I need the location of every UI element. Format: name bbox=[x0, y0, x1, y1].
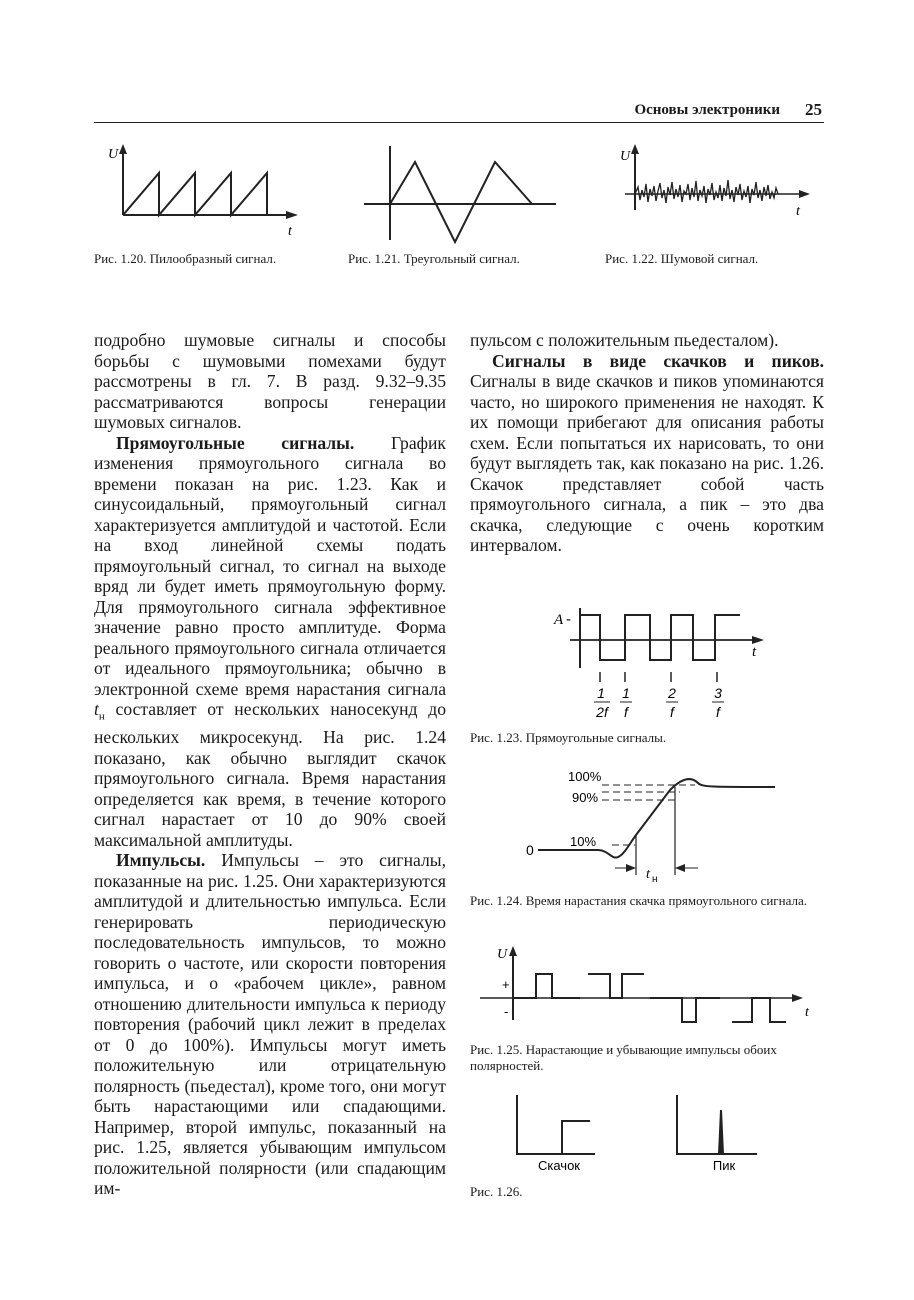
plus-label: + bbox=[502, 977, 510, 992]
caption-1-22: Рис. 1.22. Шумовой сигнал. bbox=[605, 251, 759, 266]
figure-1-21-triangle bbox=[360, 140, 560, 250]
y-axis-label: U bbox=[497, 947, 508, 962]
rise-time-label: t bbox=[646, 867, 650, 882]
x-axis-label: t bbox=[796, 204, 800, 219]
math-sub: н bbox=[98, 710, 105, 723]
left-column bbox=[94, 330, 446, 1199]
math-var: t bbox=[94, 699, 99, 719]
page-number: 25 bbox=[805, 100, 822, 119]
tick-den: f bbox=[670, 704, 674, 720]
tick-num: 3 bbox=[714, 685, 722, 701]
svg-text:-: - bbox=[566, 611, 571, 628]
rise-time-sub: н bbox=[652, 874, 658, 885]
caption-1-20: Рис. 1.20. Пилообразный сигнал. bbox=[94, 251, 277, 266]
header-title: Основы электроники bbox=[634, 102, 780, 118]
level-0: 0 bbox=[526, 842, 534, 858]
spike-graph bbox=[677, 1095, 757, 1154]
figure-1-25-pulses bbox=[480, 940, 820, 1030]
caption-1-21: Рис. 1.21. Треугольный сигнал. bbox=[348, 251, 520, 266]
figure-1-24-rise-time bbox=[520, 765, 790, 890]
text-run: График изменения прямоугольного сигнала во времени показан на рис. 1.23. Как и синусоидальный, прямоугольный сигнал характеризуется амплитудой и частотой. Если на вход линейной схемы подать прямоугольный сигнал, то сигнал на выходе вряд ли будет иметь прямоугольную форму. Для прямоугольного сигнала эффективное значение равно просто амплитуде. Форма реального прямоугольного сигнала отличается от идеального прямоугольника; обычно в электронной схеме время нарастания сигнала bbox=[94, 432, 446, 699]
spike-label: Пик bbox=[712, 1158, 736, 1173]
step-label: Скачок bbox=[538, 1158, 580, 1173]
figure-1-20-sawtooth bbox=[100, 140, 310, 240]
running-header bbox=[94, 100, 824, 123]
y-axis-label: U bbox=[108, 147, 119, 162]
text-run: составляет от нескольких наносекунд до нескольких микросекунд. На рис. 1.24 показано, как обычно выглядит скачок прямоугольного сигнала. Время нарастания определяется как время, в течение которого сигнал нарастает от 10 до 90% своей максимальной амплитуды. bbox=[94, 699, 446, 850]
x-axis-label: t bbox=[752, 644, 757, 660]
level-90: 90% bbox=[572, 790, 599, 805]
tick-den: f bbox=[716, 704, 720, 720]
text-run: Сигналы в виде скачков и пиков упоминаются часто, но широкого применения не находят. К их помощи прибегают для описания работы схем. Если попытаться их нарисовать, то они будут выглядеть так, как показано на рис. 1.26. Скачок представляет собой часть прямоугольного сигнала, а пик – это два скачка, следующие с очень коротким интервалом. bbox=[470, 371, 824, 555]
y-axis-label: U bbox=[620, 149, 631, 164]
step-graph bbox=[517, 1095, 595, 1154]
tick-num: 1 bbox=[622, 685, 630, 701]
amplitude-label: A bbox=[554, 612, 564, 628]
x-axis-label: t bbox=[805, 1005, 809, 1020]
right-column bbox=[470, 330, 824, 556]
level-10: 10% bbox=[570, 834, 597, 849]
tick-num: 2 bbox=[668, 685, 676, 701]
sawtooth-wave bbox=[123, 173, 267, 215]
pulse-positive-rising bbox=[513, 974, 580, 998]
caption-1-25: Рис. 1.25. Нарастающие и убывающие импульсы обоих полярностей. bbox=[470, 1042, 777, 1073]
tick-den: 2f bbox=[596, 704, 608, 720]
caption-1-26: Рис. 1.26. bbox=[470, 1184, 523, 1199]
minus-label: - bbox=[504, 1004, 509, 1019]
level-100: 100% bbox=[568, 769, 602, 784]
pulse-negative-rising bbox=[732, 998, 786, 1022]
caption-1-24: Рис. 1.24. Время нарастания скачка прямоугольного сигнала. bbox=[470, 893, 807, 908]
tick-den: f bbox=[624, 704, 628, 720]
pulse-positive-falling bbox=[588, 974, 644, 998]
spike-line bbox=[693, 1110, 750, 1154]
run-in-heading: Импульсы. bbox=[116, 850, 206, 871]
triangle-wave bbox=[390, 162, 532, 242]
paragraph-pulses bbox=[94, 850, 446, 1199]
square-wave bbox=[580, 615, 740, 660]
noise-wave bbox=[635, 180, 778, 203]
caption-1-23: Рис. 1.23. Прямоугольные сигналы. bbox=[470, 730, 667, 745]
figure-1-23-square bbox=[540, 600, 780, 725]
paragraph-square-signals bbox=[94, 433, 446, 851]
paragraph: подробно шумовые сигналы и способы борьбы с шумовыми помехами будут рассмотрены в гл. 7. В разд. 9.32–9.35 рассматриваются вопросы генерации шумовых сигналов. bbox=[94, 330, 446, 432]
paragraph: пульсом с положительным пьедесталом). bbox=[470, 330, 779, 350]
paragraph-steps-spikes bbox=[470, 351, 824, 556]
figure-1-22-noise bbox=[620, 140, 820, 230]
figure-1-26-step-spike bbox=[500, 1090, 820, 1175]
tick-num: 1 bbox=[597, 685, 605, 701]
text-run: Импульсы – это сигналы, показанные на рис. 1.25. Они характеризуются амплитудой и длительностью импульса. Если генерировать периодическую последовательность импульсов, то можно говорить о частоте, или скорости повторения импульса, и о «рабочем цикле», равном отношению длительности импульса к периоду повторения (рабочий цикл лежит в пределах от 0 до 100%). Импульсы могут иметь положительную или отрицательную полярность (пьедестал), кроме того, они могут быть нарастающими или спадающими. Например, второй импульс, показанный на рис. 1.25, является убывающим импульсом положительной полярности (или спадающим им- bbox=[94, 850, 446, 1199]
step-line bbox=[540, 1121, 590, 1154]
run-in-heading: Прямоугольные сигналы. bbox=[116, 432, 355, 453]
pulse-negative-falling bbox=[650, 998, 720, 1022]
x-axis-label: t bbox=[288, 224, 292, 239]
run-in-heading: Сигналы в виде скачков и пиков. bbox=[492, 350, 824, 371]
